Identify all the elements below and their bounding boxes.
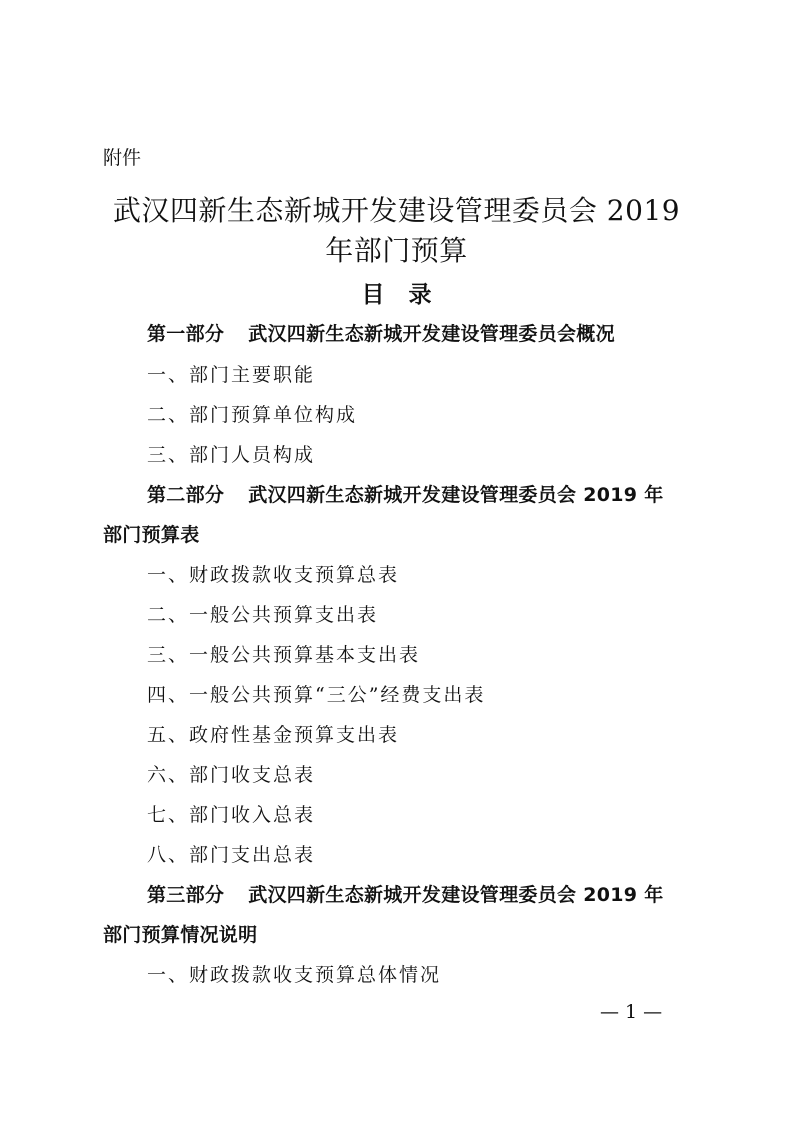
toc-item: 一、部门主要职能: [147, 364, 316, 386]
part2-title-line-2: 部门预算表: [103, 524, 200, 546]
part2-heading: [147, 483, 664, 507]
toc-item: 一、财政拨款收支预算总表: [147, 564, 400, 586]
toc-heading-char-1: 目: [361, 282, 385, 308]
toc-item: 二、一般公共预算支出表: [147, 604, 379, 626]
part3-label: 第三部分: [147, 884, 225, 906]
toc-item: 五、政府性基金预算支出表: [147, 724, 400, 746]
part1-heading: [147, 322, 615, 346]
part2-label: 第二部分: [147, 484, 225, 506]
part3-title-line-1: 武汉四新生态新城开发建设管理委员会 2019 年: [248, 884, 664, 906]
toc-item: 七、部门收入总表: [147, 804, 316, 826]
toc-heading: [0, 281, 793, 309]
part3-title-line-2: 部门预算情况说明: [103, 924, 258, 946]
document-title-line-1: 武汉四新生态新城开发建设管理委员会 2019: [112, 194, 681, 227]
toc-item: 一、财政拨款收支预算总体情况: [147, 964, 442, 986]
toc-item: 二、部门预算单位构成: [147, 404, 358, 426]
part3-heading: [147, 883, 664, 907]
part1-title: 武汉四新生态新城开发建设管理委员会概况: [248, 323, 615, 345]
page-number: — 1 —: [600, 1001, 663, 1023]
toc-item: 四、一般公共预算“三公”经费支出表: [147, 684, 486, 706]
toc-item: 八、部门支出总表: [147, 844, 316, 866]
toc-item: 三、部门人员构成: [147, 444, 316, 466]
toc-item: 六、部门收支总表: [147, 764, 316, 786]
part2-title-line-1: 武汉四新生态新城开发建设管理委员会 2019 年: [248, 484, 664, 506]
toc-heading-char-2: 录: [408, 282, 432, 308]
document-title-line-2: 年部门预算: [325, 234, 468, 267]
part1-label: 第一部分: [147, 323, 225, 345]
toc-item: 三、一般公共预算基本支出表: [147, 644, 421, 666]
attachment-label: 附件: [103, 147, 142, 169]
